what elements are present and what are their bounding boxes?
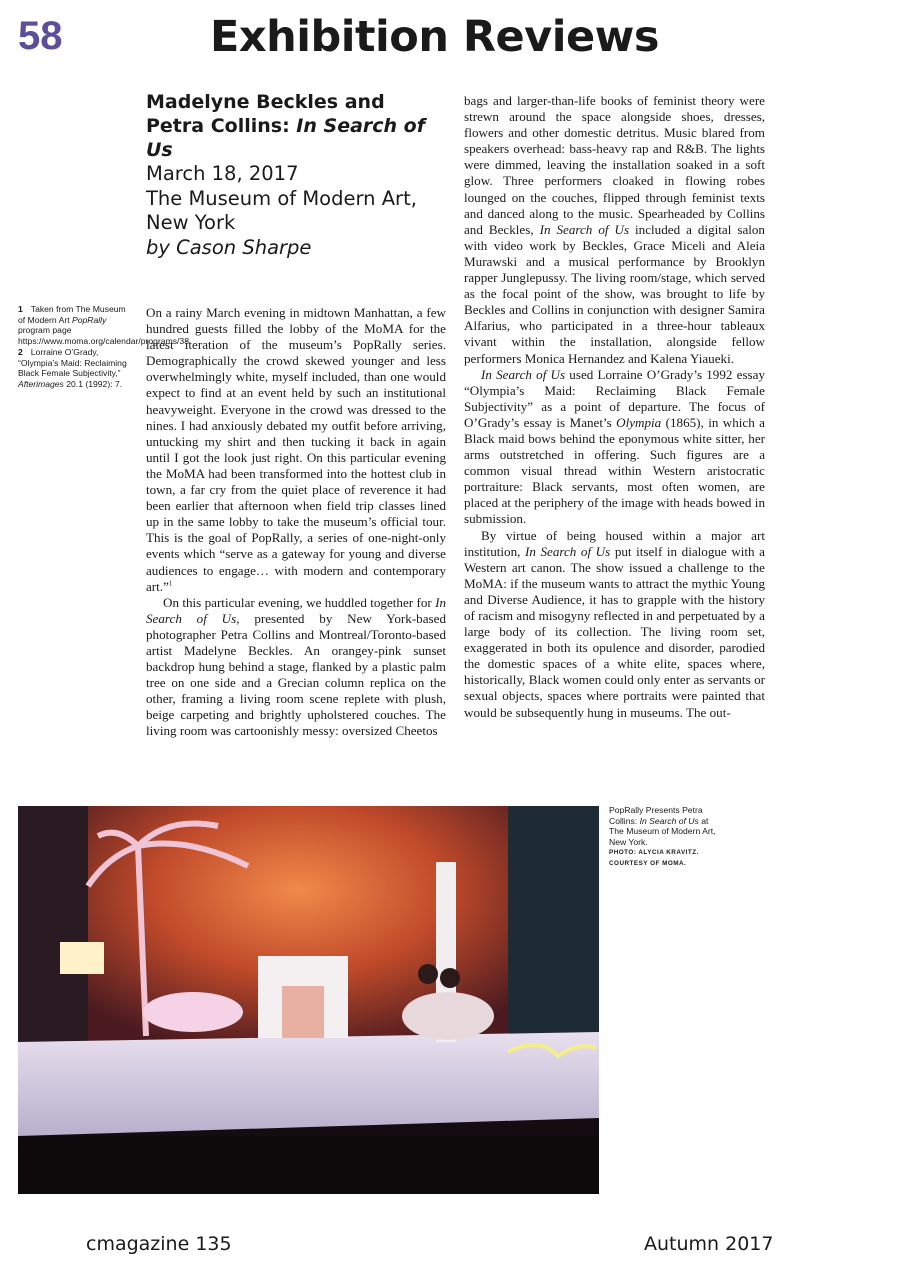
footer-season: Autumn 2017 <box>644 1233 774 1255</box>
exhibition-name: In Search of Us <box>146 115 425 161</box>
paragraph-1: On a rainy March evening in midtown Manhattan, a few hundred guests filled the lobby of the MoMA for the latest iteration of the museum’s PopRally series. Demographically the crowd skewed younger and less overwhelmingly white, myself included, than one would expect to find at an event held by such an institutional heavyweight. Everyone in the crowd was dressed to the nines. I had anxiously debated my outfit before arriving, untucking my shirt and then tucking it back in again until I got the look just right. On this particular evening the MoMA had been transformed into the hottest club in town, a far cry from the quiet place of reverence it had been earlier that afternoon when field trip classes lined up in the same lobby to take the museum’s official tour. This is the goal of PopRally, a series of one-night-only events which “serve as a gateway for young and diverse audiences to engage… with modern and contemporary art.”$^1$ <box>146 305 446 594</box>
review-venue-line1: The Museum of Modern Art, <box>146 186 417 210</box>
review-title: Madelyne Beckles and Petra Collins: In Search of Us <box>146 91 425 161</box>
paragraph-3: In Search of Us used Lorraine O’Grady’s 1992 essay “Olympia’s Maid: Reclaiming Black Female Subjectivity” as a point of departure. The focus of O’Grady’s essay is Manet’s Olympia (1865), in which a Black maid bows behind the eponymous white sitter, her arms outstretched in offering. Such figures are a common visual thread within Western aristocratic portraiture: Black servants, most often women, are placed at the periphery of the image with heads bowed in submission. <box>464 366 765 527</box>
section-title: Exhibition Reviews <box>210 12 659 62</box>
performer <box>418 964 438 984</box>
lamp <box>60 942 104 974</box>
footnote-1: 1 Taken from The Museum of Modern Art PopRally program page https://www.moma.org/calendar/programs/38 <box>18 304 189 347</box>
paragraph-4: By virtue of being housed within a major art institution, In Search of Us put itself in dialogue with a Western art canon. The show issued a challenge to the MoMA: if the museum wants to attract the mythic Young and Diverse Audience, it has to grapple with the history of racism and misogyny reflected in and perpetuated by a large body of its collection. The living room set, exaggerated in both its opulence and disorder, parodied the domestic spaces of a white elite, spaces where, historically, Black women could only enter as servants or sexual objects, spaces where portraits were painted that would be subsequently hung in museums. The out- <box>464 527 765 720</box>
body-column-left <box>146 305 446 740</box>
footer-magazine-issue: cmagazine 135 <box>86 1233 232 1255</box>
performer <box>440 968 460 988</box>
review-venue-line2: New York <box>146 211 236 234</box>
paragraph-2-continued: , presented by New York-based photographer Petra Collins and Montreal/Toronto-based artist Madelyne Beckles. An orangey-pink sunset backdrop hung behind a stage, flanked by a plastic palm tree on one side and a Grecian column replica on the other, framing a living room scene replete with plush, beige carpeting and brightly upholstered couches. The living room was cartoonishly messy: oversized Cheetos <box>146 610 446 739</box>
review-header <box>146 90 446 260</box>
stage-photo-illustration <box>18 806 599 1194</box>
footnote-ref-1: 1 <box>168 579 173 588</box>
paragraph-2: On this particular evening, we huddled together for In Search of Us, presented by New York-based photographer Petra Collins and Montreal/Toronto-based artist Madelyne Beckles. An orangey-pink sunset backdrop hung behind a stage, flanked by a plastic palm tree on one side and a Grecian column replica on the other, framing a living room scene replete with plush, beige carpeting and brightly upholstered couches. The living room was cartoonishly messy: oversized Cheetos <box>146 594 446 739</box>
exhibition-photo <box>18 806 599 1194</box>
photo-credit: PHOTO: ALYCIA KRAVITZ. <box>609 848 699 856</box>
byline: by Cason Sharpe <box>146 235 312 259</box>
photo-caption: PopRally Presents Petra Collins: In Search of Us at The Museum of Modern Art, New York. PHOTO: ALYCIA KRAVITZ. COURTESY OF MOMA. <box>609 805 719 869</box>
footnote-2: 2 Lorraine O’Grady, “Olympia’s Maid: Reclaiming Black Female Subjectivity,” Afterimages 20.1 (1992): 7. <box>18 346 127 389</box>
review-date: March 18, 2017 <box>146 162 299 185</box>
body-column-right <box>464 93 765 721</box>
footnotes <box>18 304 189 390</box>
page-number: 58 <box>18 14 63 58</box>
photo-courtesy: COURTESY OF MOMA. <box>609 859 687 867</box>
paragraph-2-overflow: bags and larger-than-life books of feminist theory were strewn around the space alongside shoes, dresses, flowers and other domestic detritus. Music blared from speakers overhead: bass-heavy rap and R&B. The lights were dimmed, leaving the installation soaked in a soft glow. Three performers cloaked in flowing robes lounged on the couches, flipped through feminist texts and danced along to the music. Spearheaded by Collins and Beckles, In Search of Us included a digital salon with video work by Beckles, Grace Miceli and Aleia Murawski and a musical performance by Brooklyn rapper Junglepussy. The living room/stage, which served as the focal point of the show, was brought to life by Beckles and Collins in conjunction with designer Samira Alfarius, who participated in a three-hour tableaux vivant within the installation, alongside fellow performers Monica Hernandez and Kalena Yiaueki. <box>464 93 765 366</box>
